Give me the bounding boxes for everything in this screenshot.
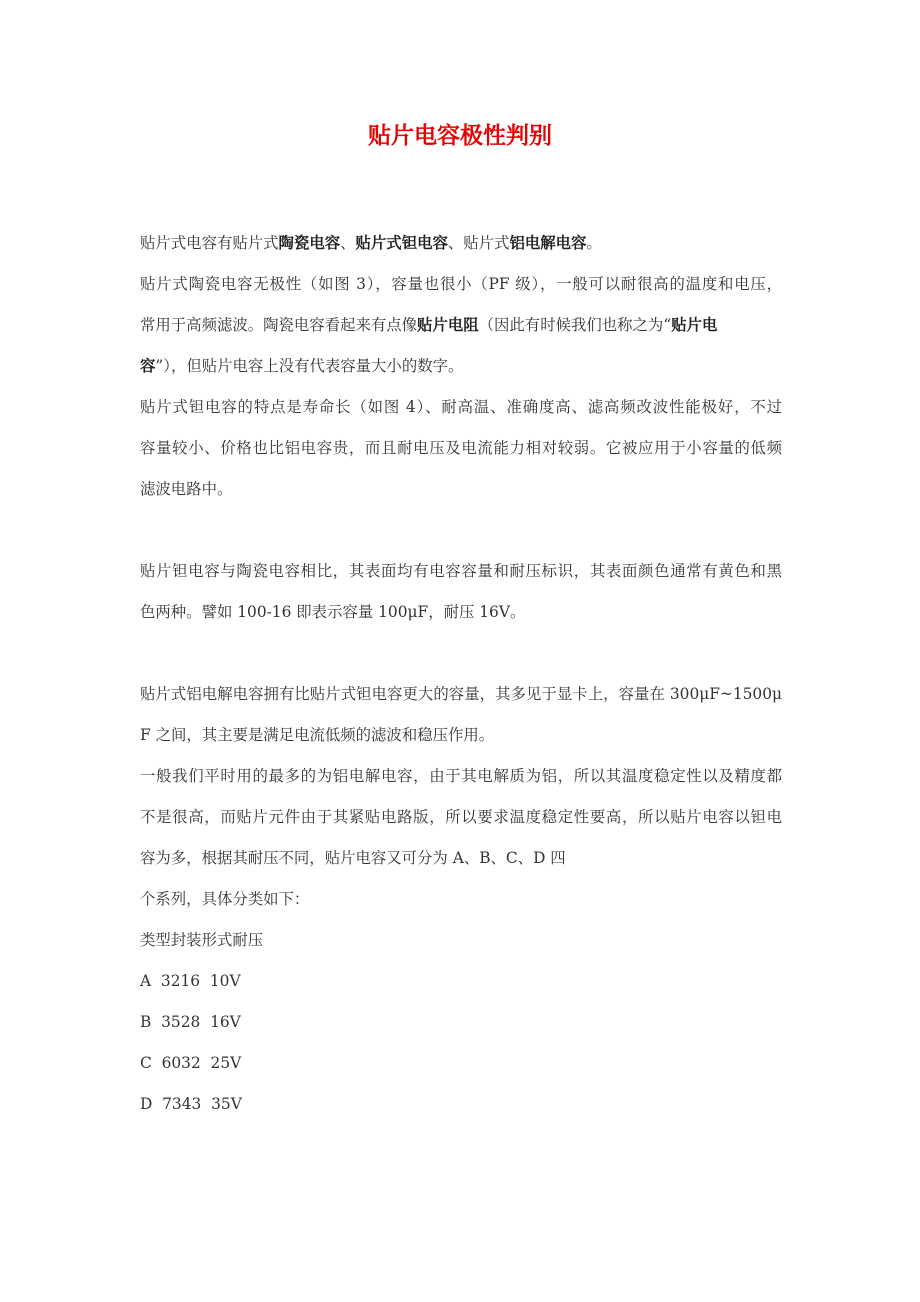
table-row [140,971,782,991]
row-voltage: 16V [210,1013,241,1031]
row-type: D [140,1095,153,1113]
bold-aluminum: 铝电解电容 [509,234,587,252]
usage-line-1: 一般我们平时用的最多的为铝电解电容，由于其电解质为铝，所以其温度稳定性以及精度都 [140,767,782,785]
row-package: 3528 [161,1013,201,1031]
intro-sep: 、 [340,234,356,252]
aluminum-line-1: 贴片式铝电解电容拥有比贴片式钽电容更大的容量，其多见于显卡上，容量在 300μF~1500μ [140,685,782,703]
row-voltage: 25V [210,1054,242,1072]
usage-line-3: 容为多，根据其耐压不同，贴片电容又可分为 A、B、C、D 四 [140,849,566,867]
tantalum-line-2: 容量较小、价格也比铝电容贵，而且耐电压及电流能力相对较弱。它被应用于小容量的低频 [140,439,782,457]
ceramic-line-3 [140,356,782,376]
row-package: 3216 [160,972,201,990]
tantalum-line-1: 贴片式钽电容的特点是寿命长（如图 4）、耐高温、准确度高、滤高频改波性能极好，不过 [140,398,782,416]
intro-text: 贴片式电容有贴片式 [140,234,279,252]
bold-chip-capacitor: 贴片电 [671,316,718,334]
table-header: 类型封装形式耐压 [140,931,264,949]
row-voltage: 10V [209,972,241,990]
text-span: （因此有时候我们也称之为“ [478,316,672,334]
row-package: 6032 [161,1054,201,1072]
ceramic-line-1: 贴片式陶瓷电容无极性（如图 3），容量也很小（PF 级），一般可以耐很高的温度和电压， [140,275,782,293]
bold-chip-capacitor-end: 容 [140,357,156,375]
bold-ceramic: 陶瓷电容 [278,234,341,252]
intro-line [140,233,782,253]
intro-end: 。 [586,234,602,252]
compare-line-1: 贴片钽电容与陶瓷电容相比，其表面均有电容容量和耐压标识，其表面颜色通常有黄色和黑 [140,562,782,580]
intro-sep: 、贴片式 [447,234,510,252]
table-row [140,1053,782,1073]
bold-chip-resistor: 贴片电阻 [417,316,479,334]
aluminum-line-2: F 之间，其主要是满足电流低频的滤波和稳压作用。 [140,726,495,744]
bold-tantalum: 贴片式钽电容 [355,234,448,252]
table-row [140,1012,782,1032]
row-voltage: 35V [211,1095,242,1113]
ceramic-line-2 [140,315,782,335]
table-row [140,1094,782,1114]
tantalum-line-3: 滤波电路中。 [140,480,233,498]
text-span: ”），但贴片电容上没有代表容量大小的数字。 [155,357,464,375]
page-title: 贴片电容极性判别 [368,123,552,149]
usage-line-4: 个系列，具体分类如下： [140,890,310,908]
text-span: 常用于高频滤波。陶瓷电容看起来有点像 [140,316,418,334]
compare-line-2: 色两种。譬如 100-16 即表示容量 100μF，耐压 16V。 [140,603,526,621]
usage-line-2: 不是很高，而贴片元件由于其紧贴电路版，所以要求温度稳定性要高，所以贴片电容以钽电 [140,808,782,826]
row-type: A [140,972,152,990]
row-package: 7343 [162,1095,202,1113]
row-type: B [140,1013,152,1031]
row-type: C [140,1054,152,1072]
